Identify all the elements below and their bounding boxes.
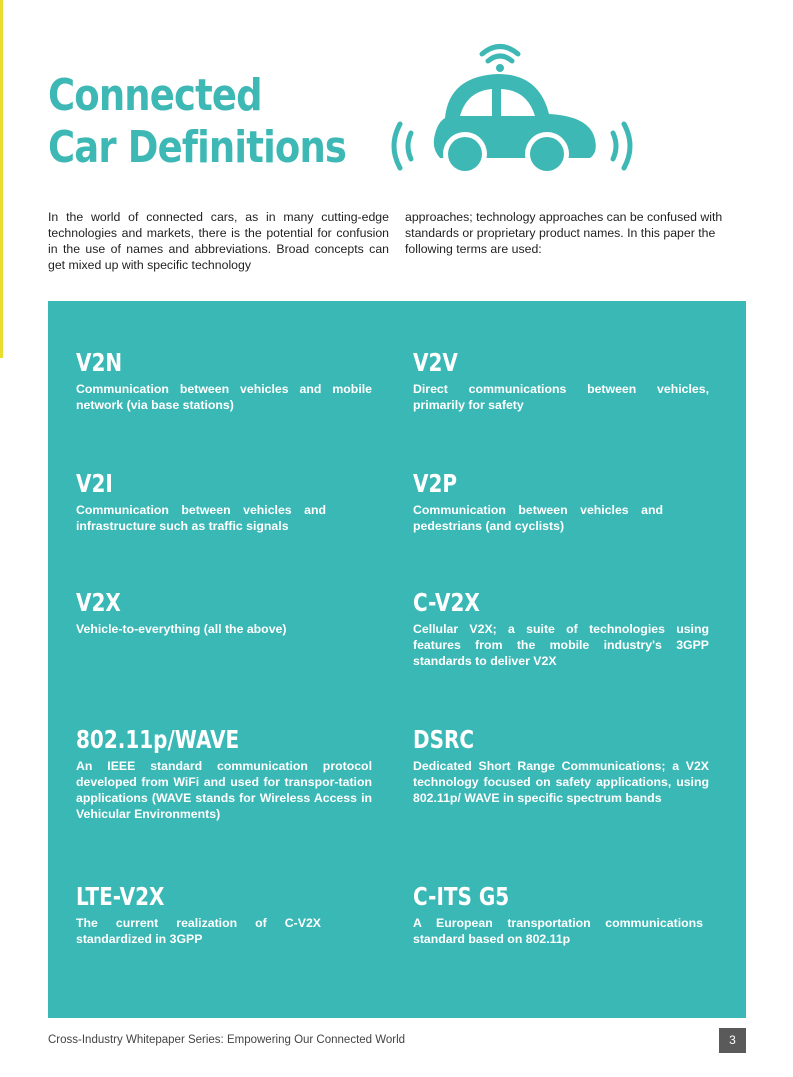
definition-description: Communication between vehicles and infrastructure such as traffic signals xyxy=(76,503,326,533)
definition-80211p-wave xyxy=(76,725,372,822)
definition-v2x xyxy=(76,588,372,637)
definition-c-its-g5 xyxy=(413,882,703,947)
definition-term: C-ITS G5 xyxy=(413,882,510,911)
definition-v2i xyxy=(76,469,326,534)
definition-v2n xyxy=(76,348,372,413)
definition-c-v2x xyxy=(413,588,709,669)
definition-term: LTE-V2X xyxy=(76,882,165,911)
definition-dsrc xyxy=(413,725,709,806)
definition-description: The current realization of C-V2X standardized in 3GPP xyxy=(76,916,321,946)
definition-term: V2V xyxy=(413,348,458,377)
intro-paragraph-right: approaches; technology approaches can be confused with standards or proprietary product names. In this paper the following terms are used: xyxy=(405,210,723,256)
accent-bar xyxy=(0,0,3,358)
definition-term: V2X xyxy=(76,588,121,617)
definition-description: An IEEE standard communication protocol developed from WiFi and used for transpor-tation applications (WAVE stands for Wireless Access in Vehicular Environments) xyxy=(76,759,372,821)
footer-series-title: Cross-Industry Whitepaper Series: Empowering Our Connected World xyxy=(48,1034,406,1046)
definition-description: Vehicle-to-everything (all the above) xyxy=(76,622,287,636)
definition-term: V2I xyxy=(76,469,113,498)
definition-description: Communication between vehicles and pedestrians (and cyclists) xyxy=(413,503,663,533)
connected-car-icon xyxy=(387,36,637,181)
definition-description: Communication between vehicles and mobile network (via base stations) xyxy=(76,382,372,412)
definitions-panel xyxy=(48,301,746,1018)
definition-description: Cellular V2X; a suite of technologies using features from the mobile industry's 3GPP standards to deliver V2X xyxy=(413,622,709,668)
definition-description: Direct communications between vehicles, primarily for safety xyxy=(413,382,709,412)
definition-term: V2P xyxy=(413,469,458,498)
definition-v2v xyxy=(413,348,709,413)
definition-term: C-V2X xyxy=(413,588,480,617)
definition-term: V2N xyxy=(76,348,123,377)
page-title xyxy=(48,70,346,174)
definition-term: 802.11p/WAVE xyxy=(76,725,240,754)
definition-v2p xyxy=(413,469,663,534)
title-line-2: Car Definitions xyxy=(48,122,347,173)
page-number: 3 xyxy=(719,1028,746,1053)
definition-description: A European transportation communications standard based on 802.11p xyxy=(413,916,703,946)
definition-description: Dedicated Short Range Communications; a V2X technology focused on safety applications, using 802.11p/ WAVE in specific spectrum bands xyxy=(413,759,709,805)
definition-lte-v2x xyxy=(76,882,321,947)
title-line-1: Connected xyxy=(48,70,262,121)
definition-term: DSRC xyxy=(413,725,475,754)
intro-paragraph-left: In the world of connected cars, as in many cutting-edge technologies and markets, there is the potential for confusion in the use of names and abbreviations. Broad concepts can get mixed up with specific technology xyxy=(48,210,389,272)
